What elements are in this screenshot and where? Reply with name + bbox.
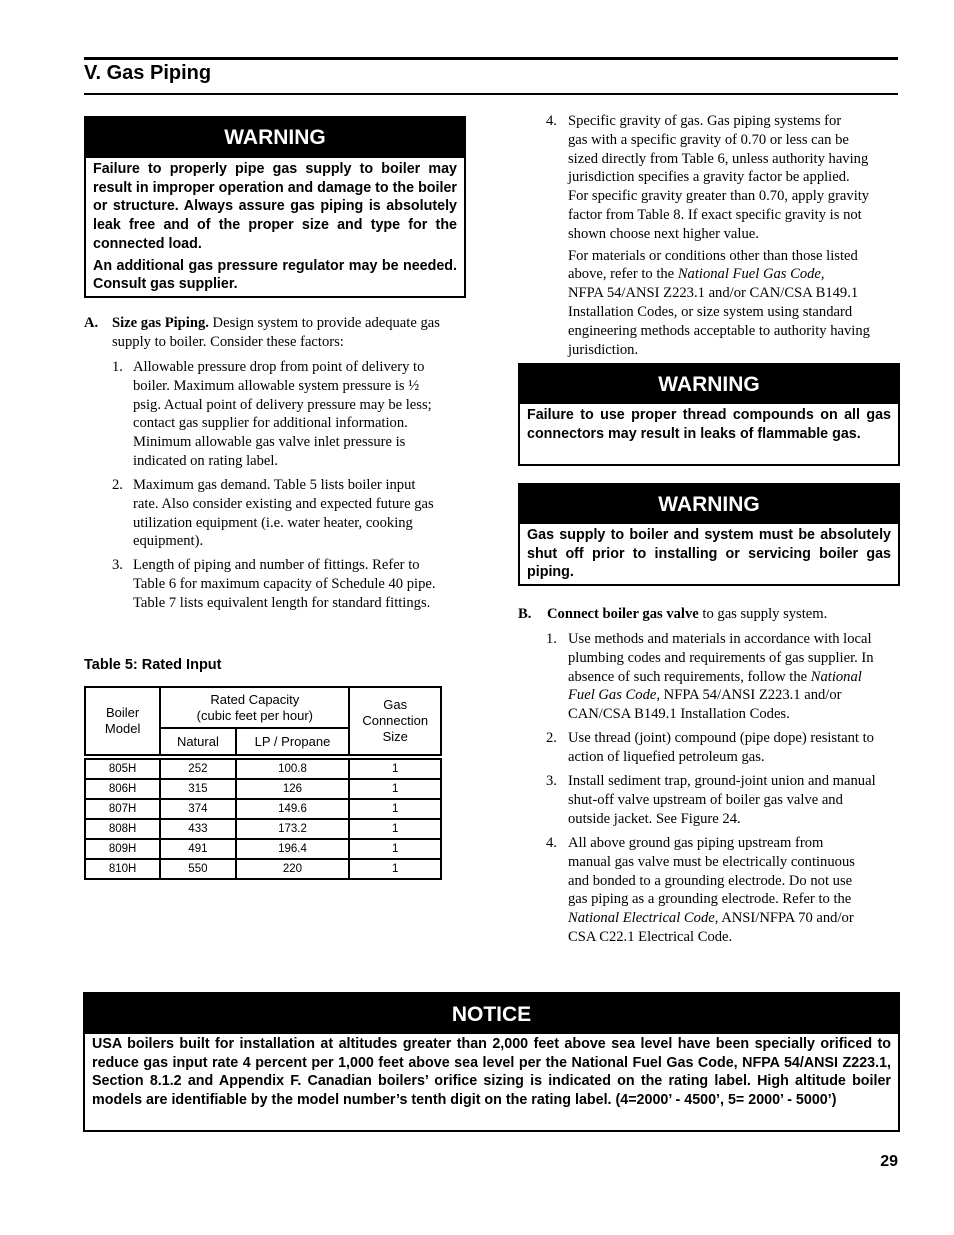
list-number: 2. — [546, 730, 557, 746]
item-a-bold: Size gas Piping. — [112, 315, 209, 331]
list-line: Minimum allowable gas valve inlet pressure is — [133, 434, 406, 451]
list-line: Allowable pressure drop from point of delivery to — [133, 359, 425, 375]
cell-natural: 550 — [160, 859, 235, 879]
item-b-text — [547, 605, 827, 624]
table-row — [85, 779, 441, 799]
header-text: Gas — [383, 697, 408, 712]
page-number: 29 — [880, 1153, 898, 1170]
list-text — [133, 476, 434, 551]
cell-lp: 126 — [236, 779, 350, 799]
item-b-bold: Connect boiler gas valve — [547, 606, 699, 622]
list-text — [133, 358, 432, 471]
list-line: Install sediment trap, ground-joint union and manual — [568, 773, 876, 789]
table-row — [85, 839, 441, 859]
cell-lp: 100.8 — [236, 759, 350, 779]
list-text — [568, 630, 874, 724]
code-name: Fuel Gas Code — [568, 687, 657, 704]
list-line: shown choose next higher value. — [568, 225, 759, 242]
warning-body: Gas supply to boiler and system must be absolutely shut off prior to installing or servicing boiler gas piping. — [527, 527, 891, 581]
list-line — [568, 265, 870, 284]
table-row — [85, 759, 441, 779]
list-line: gas with a specific gravity of 0.70 or less can be — [568, 131, 849, 148]
cell-gas-size: 1 — [349, 819, 441, 839]
cell-model: 807H — [85, 799, 160, 819]
list-line: equipment). — [133, 533, 204, 550]
list-line: jurisdiction specifies a gravity factor be applied. — [568, 169, 850, 186]
header-text: Connection — [362, 713, 429, 728]
warning-heading: WARNING — [86, 118, 464, 158]
table-row — [85, 799, 441, 819]
header-rated-capacity — [160, 687, 349, 728]
list-line: Length of piping and number of fittings. Refer to — [133, 557, 420, 573]
list-line: Installation Codes, or size system using standard — [568, 303, 853, 320]
warning-paragraph: Failure to properly pipe gas supply to boiler may result in improper operation and damage to the boiler or structure. Always assure gas piping is absolutely leak free and of the proper size and type for the connected load. — [93, 161, 457, 252]
header-text: Size — [382, 729, 408, 744]
header-natural: Natural — [160, 728, 235, 755]
list-text — [568, 834, 855, 947]
code-name: National — [810, 668, 862, 685]
list-line — [568, 909, 855, 928]
header-text: (cubic feet per hour) — [196, 707, 314, 723]
warning-box-shut-off — [518, 483, 900, 586]
cell-lp: 173.2 — [236, 819, 350, 839]
item-a-label: A. — [84, 315, 99, 331]
list-line: outside jacket. See Figure 24. — [568, 810, 741, 827]
list-line: contact gas supplier for additional information. — [133, 415, 408, 432]
list-line: utilization equipment (i.e. water heater, cooking — [133, 514, 413, 531]
list-line: indicated on rating label. — [133, 452, 279, 469]
list-line: action of liquefied petroleum gas. — [568, 748, 765, 765]
list-line: For specific gravity greater than 0.70, apply gravity — [568, 188, 870, 205]
warning-heading: WARNING — [520, 485, 898, 524]
list-line: gas piping as a grounding electrode. Refer to the — [568, 891, 852, 908]
cell-model: 806H — [85, 779, 160, 799]
header-text: Model — [104, 721, 141, 736]
list-number: 3. — [546, 773, 557, 789]
cell-gas-size: 1 — [349, 859, 441, 879]
text-run: absence of such requirements, follow the — [568, 668, 811, 685]
section-title: V. Gas Piping — [84, 62, 212, 84]
list-text — [133, 556, 436, 612]
list-number: 4. — [546, 113, 557, 129]
notice-heading: NOTICE — [85, 994, 898, 1034]
warning-paragraph: An additional gas pressure regulator may be needed. Consult gas supplier. — [93, 257, 457, 293]
list-line: factor from Table 8. If exact specific gravity is not — [568, 206, 862, 223]
list-line: Table 7 lists equivalent length for standard fittings. — [133, 594, 431, 611]
list-number: 2. — [112, 477, 123, 493]
list-line: For materials or conditions other than those listed — [568, 247, 858, 264]
header-text: Rated Capacity — [210, 691, 300, 707]
header-gas-connection — [349, 687, 441, 755]
item-a-text-line: supply to boiler. Consider these factors: — [112, 333, 344, 350]
cell-gas-size: 1 — [349, 799, 441, 819]
list-line: psig. Actual point of delivery pressure may be less; — [133, 396, 432, 413]
list-line — [568, 686, 874, 705]
item-a-text-line: Design system to provide adequate gas — [208, 315, 440, 331]
list-line: Use thread (joint) compound (pipe dope) resistant to — [568, 730, 874, 746]
warning-box-thread-compound — [518, 363, 900, 466]
list-line: plumbing codes and requirements of gas supplier. In — [568, 649, 874, 666]
list-number: 4. — [546, 835, 557, 851]
list-text — [568, 729, 874, 767]
cell-gas-size: 1 — [349, 779, 441, 799]
list-line: shut-off valve upstream of boiler gas valve and — [568, 791, 843, 808]
cell-natural: 491 — [160, 839, 235, 859]
list-text — [568, 112, 870, 359]
list-line: Maximum gas demand. Table 5 lists boiler input — [133, 477, 416, 493]
list-line: CAN/CSA B149.1 Installation Codes. — [568, 706, 790, 723]
code-name: National Fuel Gas Code — [677, 266, 821, 283]
item-b-label: B. — [518, 606, 532, 622]
table-row — [85, 819, 441, 839]
table-row — [85, 859, 441, 879]
warning-heading: WARNING — [520, 365, 898, 404]
cell-lp: 220 — [236, 859, 350, 879]
table-header-row — [85, 687, 441, 728]
list-line: jurisdiction. — [568, 341, 639, 358]
cell-gas-size: 1 — [349, 759, 441, 779]
text-run: above, refer to the — [568, 266, 678, 283]
top-rule — [84, 57, 898, 60]
list-line: Table 6 for maximum capacity of Schedule 40 pipe. — [133, 575, 436, 592]
cell-model: 805H — [85, 759, 160, 779]
text-run: , ANSI/NFPA 70 and/or — [714, 910, 854, 927]
title-underline — [84, 93, 898, 95]
cell-lp: 149.6 — [236, 799, 350, 819]
text-run: , NFPA 54/ANSI Z223.1 and/or — [656, 687, 842, 704]
cell-gas-size: 1 — [349, 839, 441, 859]
cell-natural: 374 — [160, 799, 235, 819]
list-line — [568, 668, 874, 687]
text-run: , — [820, 266, 825, 283]
code-name: National Electrical Code — [568, 910, 715, 927]
list-line: rate. Also consider existing and expected future gas — [133, 495, 434, 512]
cell-lp: 196.4 — [236, 839, 350, 859]
cell-natural: 433 — [160, 819, 235, 839]
cell-natural: 252 — [160, 759, 235, 779]
list-number: 3. — [112, 557, 123, 573]
list-line: sized directly from Table 6, unless authority having — [568, 150, 869, 167]
notice-body: USA boilers built for installation at altitudes greater than 2,000 feet above sea level have been specially orificed to reduce gas input rate 4 percent per 1,000 feet above sea level per the National Fuel Gas Code, NFPA 54/ANSI Z223.1, Section 8.1.2 and Appendix F. Canadian boilers’ orifice sizing is indicated on the rating label. High altitude boiler models are identifiable by the model number’s tenth digit on the rating label. (4=2000’ - 4500’, 5= 2000’ - 5000’) — [92, 1036, 891, 1109]
header-lp-propane: LP / Propane — [236, 728, 350, 755]
list-line: Use methods and materials in accordance with local — [568, 631, 872, 647]
header-text: Boiler — [106, 705, 140, 720]
warning-body: Failure to use proper thread compounds on all gas connectors may result in leaks of flammable gas. — [527, 407, 891, 442]
list-line: Specific gravity of gas. Gas piping systems for — [568, 113, 842, 129]
list-line: NFPA 54/ANSI Z223.1 and/or CAN/CSA B149.1 — [568, 285, 859, 302]
warning-body — [86, 158, 464, 297]
list-line: boiler. Maximum allowable system pressure is ½ — [133, 377, 420, 394]
cell-model: 809H — [85, 839, 160, 859]
list-number: 1. — [546, 631, 557, 647]
text-run: to gas supply system. — [698, 606, 828, 622]
item-a-text — [112, 314, 440, 352]
list-line: and bonded to a grounding electrode. Do not use — [568, 872, 853, 889]
table-caption: Table 5: Rated Input — [84, 657, 222, 673]
list-line: All above ground gas piping upstream from — [568, 835, 824, 851]
cell-natural: 315 — [160, 779, 235, 799]
header-boiler-model — [85, 687, 160, 755]
list-line: engineering methods acceptable to authority having — [568, 322, 870, 339]
list-line: manual gas valve must be electrically continuous — [568, 853, 855, 870]
cell-model: 810H — [85, 859, 160, 879]
notice-box-high-altitude — [83, 992, 900, 1132]
cell-model: 808H — [85, 819, 160, 839]
warning-box-gas-supply — [84, 116, 466, 298]
list-text — [568, 772, 876, 828]
list-number: 1. — [112, 359, 123, 375]
list-line: CSA C22.1 Electrical Code. — [568, 928, 733, 945]
rated-input-table — [84, 686, 442, 880]
